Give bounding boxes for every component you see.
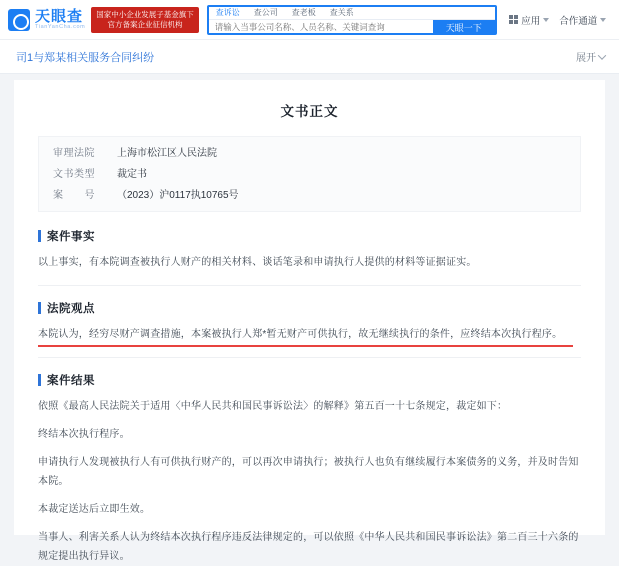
search-row: [209, 20, 495, 35]
meta-row: [53, 189, 566, 203]
section-accent-bar: [38, 302, 41, 314]
section-paragraph: 以上事实，有本院调查被执行人财产的相关材料、谈话笔录和申请执行人提供的材料等证据证实。: [38, 257, 477, 268]
document-meta-panel: [38, 136, 581, 212]
gov-badge-line2: 官方备案企业征信机构: [107, 19, 183, 29]
case-title-bar: [0, 40, 619, 74]
section-paragraph: 本院认为，经穷尽财产调查措施，本案被执行人郑*暂无财产可供执行，故无继续执行的条件，应终结本次执行程序。: [38, 329, 563, 340]
section-paragraph: 当事人、利害关系人认为终结本次执行程序违反法律规定的，可以依照《中华人民共和国民事诉讼法》第二百三十六条的规定提出执行异议。: [38, 532, 579, 562]
section-paragraph: 终结本次执行程序。: [38, 429, 130, 440]
search-button[interactable]: 天眼一下: [433, 20, 495, 35]
search-box: [207, 5, 497, 35]
red-underline-annotation: [38, 345, 573, 347]
section-paragraph: 申请执行人发现被执行人有可供执行财产的，可以再次申请执行；被执行人也负有继续履行本案债务的义务，并及时告知本院。: [38, 457, 579, 487]
site-header: [0, 0, 619, 40]
meta-row: [53, 168, 566, 182]
section-divider: [38, 357, 581, 358]
logo-text: [35, 9, 85, 31]
search-tab-lawsuit[interactable]: 查诉讼: [215, 7, 240, 17]
partner-menu-label: 合作通道: [559, 15, 598, 27]
document-wrapper: [0, 74, 619, 562]
apps-menu-label: 应用: [521, 15, 541, 27]
section-header-case-facts: [38, 228, 581, 244]
section-divider: [38, 285, 581, 286]
expand-label: 展开: [576, 53, 596, 64]
meta-label: 文书类型: [53, 169, 95, 180]
case-title[interactable]: 司1与郑某相关服务合同纠纷: [16, 51, 155, 64]
section-title: 案件结果: [47, 375, 95, 387]
section-header-court-opinion: [38, 300, 581, 316]
section-header-case-result: [38, 372, 581, 388]
header-right-nav: [509, 13, 607, 27]
apps-menu[interactable]: [509, 13, 550, 27]
site-logo[interactable]: [8, 9, 85, 31]
section-title: 法院观点: [47, 303, 95, 315]
search-input[interactable]: [209, 20, 433, 35]
partner-menu[interactable]: [559, 13, 606, 27]
meta-row: [53, 147, 566, 161]
chevron-down-icon: [543, 18, 549, 22]
grid-icon: [509, 15, 519, 25]
search-tabs: [209, 7, 495, 20]
document-card: [14, 80, 605, 562]
meta-label: 案 号: [53, 190, 95, 201]
search-tab-relation[interactable]: 查关系: [329, 7, 354, 17]
section-accent-bar: [38, 230, 41, 242]
meta-value: 裁定书: [117, 169, 147, 180]
logo-title-cn: 天眼查: [35, 7, 84, 25]
search-tab-company[interactable]: 查公司: [253, 7, 278, 17]
section-accent-bar: [38, 374, 41, 386]
gov-badge-line1: 国家中小企业发展子基金旗下: [96, 9, 194, 19]
section-paragraph: 本裁定送达后立即生效。: [38, 504, 151, 515]
highlighted-paragraph-area: [38, 325, 581, 344]
chevron-down-icon: [598, 51, 606, 59]
section-paragraph: 依照《最高人民法院关于适用〈中华人民共和国民事诉讼法〉的解释》第五百一十七条规定，裁定如下：: [38, 401, 508, 412]
search-tab-boss[interactable]: 查老板: [291, 7, 316, 17]
logo-title-en: TianYanCha.com: [35, 23, 86, 30]
meta-value: （2023）沪0117执10765号: [117, 190, 239, 201]
meta-value: 上海市松江区人民法院: [117, 148, 217, 159]
gov-certification-badge: [91, 7, 199, 33]
meta-label: 审理法院: [53, 148, 95, 159]
expand-button[interactable]: [576, 49, 605, 64]
section-title: 案件事实: [47, 231, 95, 243]
logo-icon: [8, 9, 30, 31]
chevron-down-icon: [600, 18, 606, 22]
document-title: 文书正文: [280, 104, 339, 119]
